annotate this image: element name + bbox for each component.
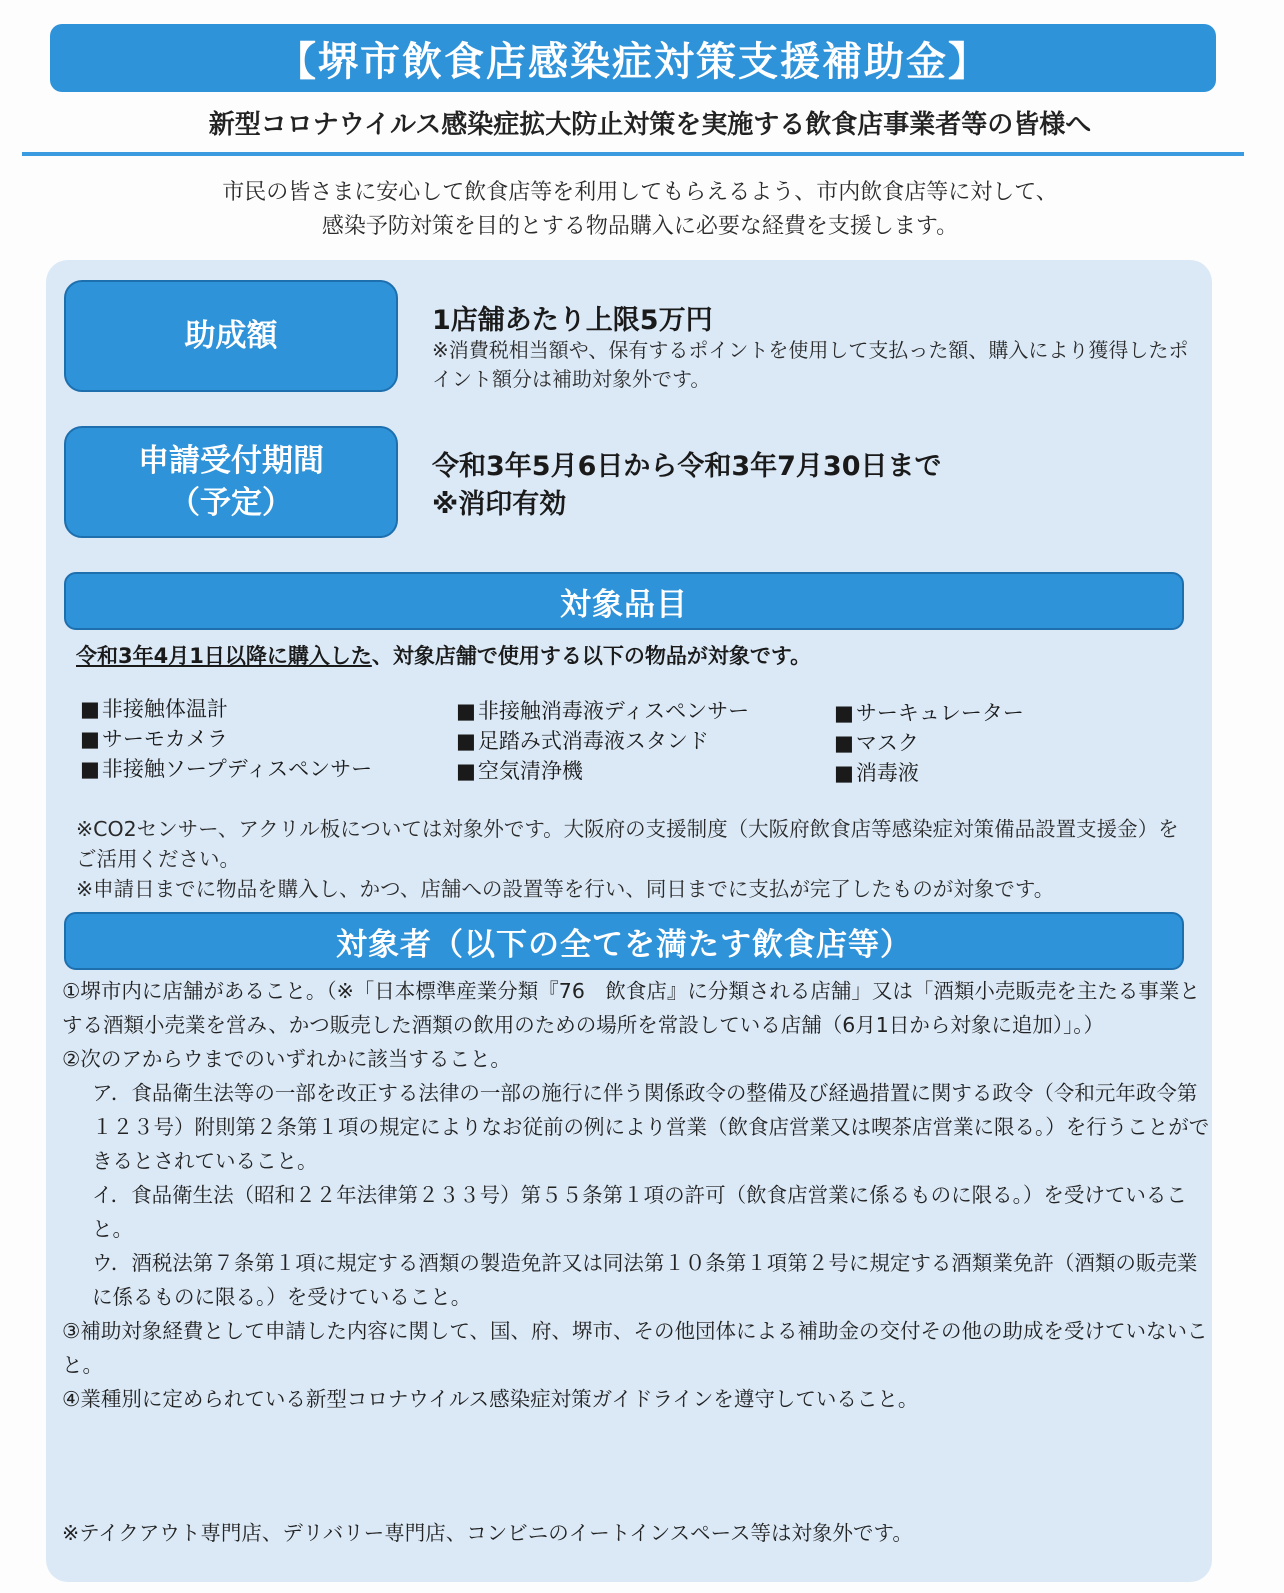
requirement-2b: イ．食品衛生法（昭和２２年法律第２３３号）第５５条第１項の許可（飲食店営業に係るものに限る。）を受けていること。 <box>92 1183 1187 1241</box>
eligibility-requirements <box>62 974 1212 1416</box>
list-item: ■ 非接触消毒液ディスペンサー <box>456 696 749 726</box>
amount-label: 助成額 <box>184 318 278 354</box>
period-value <box>432 448 942 524</box>
list-item: ■ 足踏み式消毒液スタンド <box>456 726 749 756</box>
amount-note: ※消費税相当額や、保有するポイントを使用して支払った額、購入により獲得したポイント額分は補助対象外です。 <box>432 338 1189 391</box>
list-item: ■ 非接触ソープディスペンサー <box>80 754 372 784</box>
list-item: ■ サーキュレーター <box>834 698 1024 728</box>
amount-value: 1店舗あたり上限5万円 <box>432 305 713 336</box>
requirement-2a: ア．食品衛生法等の一部を改正する法律の一部の施行に伴う関係政令の整備及び経過措置に関する政令（令和元年政令第１２３号）附則第２条第１項の規定によりなお従前の例により営業（飲食店営業又は喫茶店営業に限る。）を行うことができるとされていること。 <box>92 1081 1210 1173</box>
amount-label-box <box>64 280 398 392</box>
eligible-heading: 対象者（以下の全てを満たす飲食店等） <box>64 912 1184 970</box>
requirement-4: ④業種別に定められている新型コロナウイルス感染症対策ガイドラインを遵守していること。 <box>62 1387 919 1411</box>
items-column-2 <box>456 696 749 786</box>
items-lead-rest: 、対象店舗で使用する以下の物品が対象です。 <box>371 644 812 668</box>
list-item: ■ 消毒液 <box>834 758 1024 788</box>
period-label: 申請受付期間 <box>138 443 324 479</box>
footer-note: ※テイクアウト専門店、デリバリー専門店、コンビニのイートインスペース等は対象外です。 <box>62 1521 913 1545</box>
period-note: ※消印有効 <box>432 489 567 520</box>
items-heading: 対象品目 <box>64 572 1184 630</box>
requirement-2c: ウ．酒税法第７条第１項に規定する酒類の製造免許又は同法第１０条第１項第２号に規定する酒類業免許（酒類の販売業に係るものに限る。）を受けていること。 <box>92 1251 1198 1309</box>
requirement-1: ①堺市内に店舗があること。（※「日本標準産業分類『76 飲食店』に分類される店舗」又は「酒類小売販売を主たる事業とする酒類小売業を営み、かつ販売した酒類の飲用のための場所を常設している店舗（6月1日から対象に追加）」。） <box>62 979 1200 1037</box>
items-note-1: ※CO2センサー、アクリル板については対象外です。大阪府の支援制度（大阪府飲食店等感染症対策備品設置支援金）をご活用ください。 <box>76 817 1179 871</box>
intro-text <box>100 176 1180 244</box>
intro-line-2: 感染予防対策を目的とする物品購入に必要な経費を支援します。 <box>321 214 959 239</box>
items-column-1 <box>80 694 372 784</box>
items-column-3 <box>834 698 1024 788</box>
period-label-sub: （予定） <box>169 485 293 521</box>
items-lead-date: 令和3年4月1日以降に購入した <box>76 644 372 668</box>
flyer-title: 【堺市飲食店感染症対策支援補助金】 <box>50 24 1216 92</box>
period-dates: 令和3年5月6日から令和3年7月30日まで <box>432 451 942 482</box>
period-label-box <box>64 426 398 538</box>
list-item: ■ サーモカメラ <box>80 724 372 754</box>
items-note-2: ※申請日までに物品を購入し、かつ、店舗への設置等を行い、同日までに支払が完了したものが対象です。 <box>76 877 1055 901</box>
list-item: ■ 非接触体温計 <box>80 694 372 724</box>
flyer-subtitle: 新型コロナウイルス感染症拡大防止対策を実施する飲食店事業者等の皆様へ <box>208 110 1092 140</box>
list-item: ■ マスク <box>834 728 1024 758</box>
items-lead <box>76 640 811 670</box>
list-item: ■ 空気清浄機 <box>456 756 749 786</box>
items-notes <box>76 814 1186 904</box>
requirement-3: ③補助対象経費として申請した内容に関して、国、府、堺市、その他団体による補助金の交付その他の助成を受けていないこと。 <box>62 1319 1208 1377</box>
requirement-2: ②次のアからウまでのいずれかに該当すること。 <box>62 1047 511 1071</box>
intro-line-1: 市民の皆さまに安心して飲食店等を利用してもらえるよう、市内飲食店等に対して、 <box>222 180 1058 205</box>
header-divider <box>22 152 1244 156</box>
